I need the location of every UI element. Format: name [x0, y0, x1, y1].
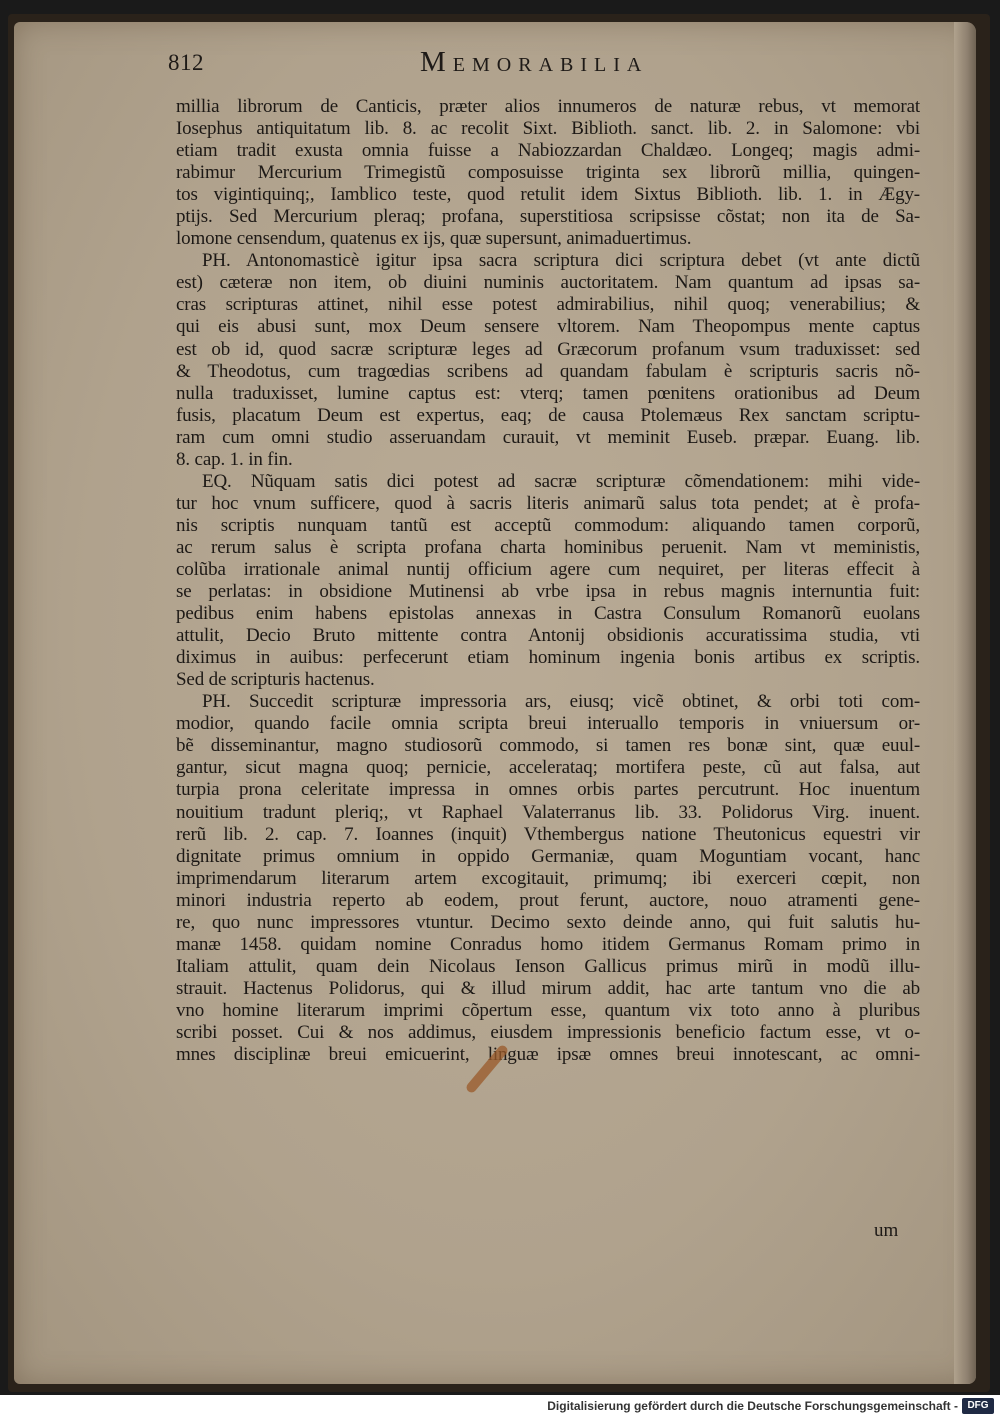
- text-line: imprimendarum literarum artem excogitauit, primumq; ibi exerceri cœpit, non: [176, 867, 920, 889]
- text-line: Italiam attulit, quam dein Nicolaus Ienson Gallicus primus mirũ in modũ illu-: [176, 955, 920, 977]
- text-line: est ob id, quod sacræ scripturæ leges ad Græcorum profanum vsum traduxisset: sed: [176, 338, 920, 360]
- footer-bar: [0, 1395, 1000, 1419]
- text-line: mnes disciplinæ breui emicuerint, linguæ ipsæ omnes breui innotescant, ac omni-: [176, 1044, 920, 1066]
- text-line: pedibus enim habens epistolas annexas in Castra Consulum Romanorũ euolans: [176, 603, 920, 625]
- text-line: EQ. Nũquam satis dici potest ad sacræ scripturæ cõmendationem: mihi vide-: [202, 470, 920, 492]
- text-line: tur hoc vnum sufficere, quod à sacris literis animarũ salus tota pendet; at è profa-: [176, 492, 920, 514]
- text-line: re, quo nunc impressores vtuntur. Decimo sexto deinde anno, qui fuit salutis hu-: [176, 911, 920, 933]
- text-line: cras scripturas attinet, nihil esse potest admirabilius, nihil quoq; venerabilius; &: [176, 294, 920, 316]
- text-line: tos vigintiquinq;, Iamblico teste, quod retulit idem Sixtus Biblioth. lib. 1. in Ægy-: [176, 184, 920, 206]
- text-line: turpia prona celeritate impressa in omnes orbis partes percutrunt. Hoc inuentum: [176, 779, 920, 801]
- text-line: diximus in auibus: perfecerunt etiam hominum ingenia bonis artibus ex scriptis.: [176, 647, 920, 669]
- text-line: bẽ disseminantur, magno studiosorũ commodo, si tamen res bonæ sint, quæ euul-: [176, 735, 920, 757]
- text-line: strauit. Hactenus Polidorus, qui & illud mirum addit, hac arte tantum vno die ab: [176, 977, 920, 999]
- text-line: est) cæteræ non item, ob diuini numinis auctoritatem. Nam quantum ad ipsas sa-: [176, 272, 920, 294]
- text-line: manæ 1458. quidam nomine Conradus homo itidem Germanus Romam primo in: [176, 933, 920, 955]
- page-number: 812: [168, 50, 204, 75]
- catchword: um: [874, 1220, 899, 1241]
- text-line: rerũ lib. 2. cap. 7. Ioannes (inquit) Vthembergus natione Theutonicus equestri vir: [176, 823, 920, 845]
- text-line: & Theodotus, cum tragœdias scribens ad quandam fabulam è scripturis sacris nõ-: [176, 360, 920, 382]
- text-line: nouitium tradunt pleriq;, vt Raphael Valaterranus lib. 33. Polidorus Virg. inuent.: [176, 801, 920, 823]
- text-line: qui eis abusi sunt, mox Deum sensere vltorem. Nam Theopompus mente captus: [176, 316, 920, 338]
- text-line: ptijs. Sed Mercurium pleraq; profana, superstitiosa scripsisse cõstat; non ita de Sa-: [176, 206, 920, 228]
- text-line: lomone censendum, quatenus ex ijs, quæ supersunt, animaduertimus.: [176, 228, 692, 250]
- text-line: Sed de scripturis hactenus.: [176, 669, 375, 691]
- text-line: rabimur Mercurium Trimegistũ composuisse triginta sex librorũ millia, quingen-: [176, 162, 920, 184]
- text-line: se perlatas: in obsidione Mutinensi ab vrbe ipsa in rebus magnis internuntia fuit:: [176, 581, 920, 603]
- text-line: dignitate primus omnium in oppido Germaniæ, quam Moguntiam vocant, hanc: [176, 845, 920, 867]
- page-header: [168, 44, 768, 84]
- body-text: [176, 96, 920, 1066]
- running-title: Memorabilia: [420, 46, 649, 78]
- text-line: millia librorum de Canticis, præter alios innumeros de naturæ rebus, vt memorat: [176, 96, 920, 117]
- text-line: scribi posset. Cui & nos addimus, eiusdem impressionis beneficio factum esse, vt o-: [176, 1021, 920, 1043]
- text-line: fusis, placatum Deum est expertus, eaq; de causa Ptolemæus Rex sanctam scriptu-: [176, 404, 920, 426]
- dfg-logo: DFG: [962, 1398, 994, 1414]
- footer-credit: Digitalisierung gefördert durch die Deutsche Forschungsgemeinschaft -: [547, 1399, 958, 1413]
- text-line: nulla traduxisset, lumine captus est: vterq; tamen pœnitens orationibus ad Deum: [176, 382, 920, 404]
- text-line: colũba irrationale animal nuntij officium agere cum nequiret, per literas effecit à: [176, 558, 920, 580]
- text-line: Iosephus antiquitatum lib. 8. ac recolit Sixt. Biblioth. sanct. lib. 2. in Salomone: vbi: [176, 118, 920, 140]
- text-line: ram cum omni studio asseruandam curauit, vt meminit Euseb. præpar. Euang. lib.: [176, 426, 920, 448]
- text-line: attulit, Decio Bruto mittente contra Antonij obsidionis accuratissima studia, vti: [176, 625, 920, 647]
- text-line: PH. Succedit scripturæ impressoria ars, eiusq; vicẽ obtinet, & orbi toti com-: [202, 691, 920, 713]
- text-line: modior, quando facile omnia scripta breui interuallo temporis in vniuersum or-: [176, 713, 920, 735]
- text-line: gantur, sicut magna quoq; pernicie, accelerataq; mortifera peste, cũ aut falsa, aut: [176, 757, 920, 779]
- text-line: minori industria reperto ab eodem, prout ferunt, auctore, nouo atramenti gene-: [176, 889, 920, 911]
- text-line: etiam tradit exusta omnia fuisse a Nabiozzardan Chaldæo. Longeq; magis admi-: [176, 140, 920, 162]
- text-line: ac rerum salus è scripta profana charta hominibus peruenit. Nam vt meministis,: [176, 536, 920, 558]
- text-line: vno homine literarum imprimi cõpertum esse, quantum vix toto anno à pluribus: [176, 999, 920, 1021]
- text-line: 8. cap. 1. in fin.: [176, 448, 293, 470]
- page-gutter: [954, 22, 976, 1384]
- text-line: nis scriptis nunquam tantũ est acceptũ commodum: aliquando tamen corporũ,: [176, 514, 920, 536]
- text-line: PH. Antonomasticè igitur ipsa sacra scriptura dici scriptura debet (vt ante dictũ: [202, 250, 920, 272]
